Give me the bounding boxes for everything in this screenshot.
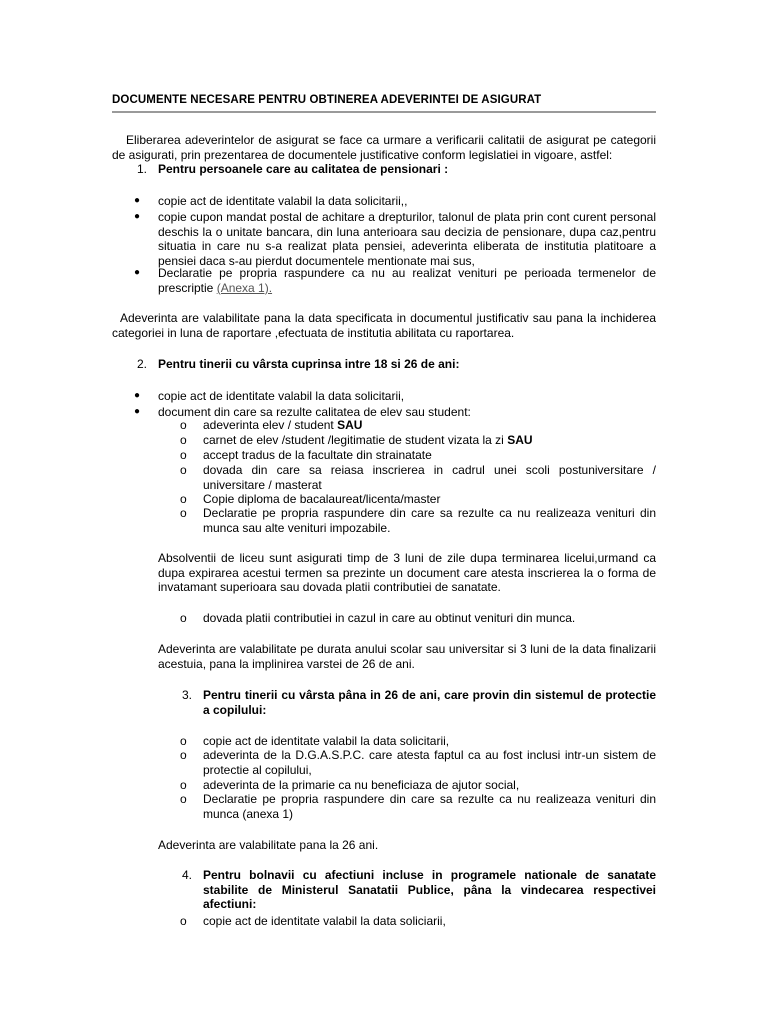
- sub-bullet: o: [180, 418, 187, 432]
- annex-link[interactable]: (Anexa 1).: [216, 280, 273, 295]
- sub-item: Declaratie pe propria raspundere din care sa rezulte ca nu realizeaza venituri din munca sau alte venituri impozabile.: [203, 506, 656, 535]
- sub-bullet: o: [180, 506, 187, 520]
- bullet: ●: [134, 267, 141, 278]
- list-item: adeverinta de la primarie ca nu beneficiaza de ajutor social,: [203, 778, 520, 792]
- sub-bullet: o: [180, 492, 187, 506]
- section-heading: Pentru persoanele care au calitatea de pensionari :: [158, 162, 449, 176]
- list-item: copie act de identitate valabil la data solicitarii,: [203, 734, 450, 748]
- bullet: ●: [134, 211, 141, 222]
- sub-item: accept tradus de la facultate din strainatate: [203, 448, 432, 462]
- graduates-paragraph: Absolventii de liceu sunt asigurati timp de 3 luni de zile dupa terminarea licelui,urmand ca dupa expirarea acestui termen sa prezinte un document care atesta inscrierea la o forma de invatamant superioara sau dovada platii contributiei de sanatate.: [158, 551, 656, 594]
- validity-note: Adeverinta are valabilitate pe durata anului scolar sau universitar si 3 luni de la data finalizarii acestuia, pana la implinirea varstei de 26 de ani.: [158, 642, 656, 671]
- sub-bullet: o: [180, 748, 187, 762]
- sub-bullet: o: [180, 611, 187, 625]
- sub-item: dovada platii contributiei in cazul in care au obtinut venituri din munca.: [203, 611, 576, 625]
- sub-bullet: o: [180, 778, 187, 792]
- list-item: copie cupon mandat postal de achitare a drepturilor, talonul de plata prin cont curent personal deschis la o unitate bancara, din luna anterioara sau decizia de pensionare, dupa caz,pentru situatia in care nu s-a realizat plata pensiei, adeverinta eliberata de institutia platitoare a pensiei daca s-au pierdut documentele mentionate mai sus,: [158, 210, 656, 268]
- sub-bullet: o: [180, 433, 187, 447]
- sub-item: carnet de elev /student /legitimatie de student vizata la zi SAU: [203, 433, 533, 447]
- sub-bullet: o: [180, 734, 187, 748]
- list-item: copie act de identitate valabil la data solicitarii,,: [158, 194, 408, 208]
- bullet: ●: [134, 390, 141, 401]
- section-heading: Pentru tinerii cu vârsta cuprinsa intre 18 si 26 de ani:: [158, 357, 460, 371]
- validity-note: Adeverinta are valabilitate pana la data specificata in documentul justificativ sau pana la inchiderea categoriei in luna de raportare ,efectuata de institutia abilitata cu raportarea.: [112, 311, 656, 340]
- sub-bullet: o: [180, 792, 187, 806]
- page-title: DOCUMENTE NECESARE PENTRU OBTINEREA ADEVERINTEI DE ASIGURAT: [112, 93, 656, 113]
- sub-item: adeverinta elev / student SAU: [203, 418, 363, 432]
- section-heading: Pentru tinerii cu vârsta pâna in 26 de ani, care provin din sistemul de protectie a copilului:: [203, 688, 656, 717]
- validity-note: Adeverinta are valabilitate pana la 26 ani.: [158, 838, 379, 852]
- list-item-text: Declaratie pe propria raspundere ca nu au realizat venituri pe perioada termenelor de prescriptie: [158, 266, 656, 295]
- list-item: Declaratie pe propria raspundere din care sa rezulte ca nu realizeaza venituri din munca (anexa 1): [203, 792, 656, 821]
- section-number: 2.: [137, 357, 148, 371]
- list-item: [158, 266, 656, 295]
- section-heading: Pentru bolnavii cu afectiuni incluse in programele nationale de sanatate stabilite de Ministerul Sanatatii Publice, pâna la vindecarea respectivei afectiuni:: [203, 868, 656, 911]
- list-item: document din care sa rezulte calitatea de elev sau student:: [158, 405, 471, 419]
- intro-paragraph: Eliberarea adeverintelor de asigurat se face ca urmare a verificarii calitatii de asigurat pe categorii de asigurati, prin prezentarea de documentele justificative conform legislatiei in vigoare, astfel:: [112, 133, 656, 162]
- sub-bullet: o: [180, 448, 187, 462]
- sub-item: Copie diploma de bacalaureat/licenta/master: [203, 492, 441, 506]
- list-item: adeverinta de la D.G.A.S.P.C. care atesta faptul ca au fost inclusi intr-un sistem de protectie al copilului,: [203, 748, 656, 777]
- sub-bullet: o: [180, 463, 187, 477]
- list-item: copie act de identitate valabil la data solicitarii,: [158, 389, 405, 403]
- bullet: ●: [134, 406, 141, 417]
- bullet: ●: [134, 195, 141, 206]
- sub-bullet: o: [180, 914, 187, 928]
- list-item: copie act de identitate valabil la data soliciarii,: [203, 914, 446, 928]
- section-number: 4.: [182, 868, 193, 882]
- section-number: 1.: [137, 162, 148, 176]
- section-number: 3.: [182, 688, 193, 702]
- sub-item: dovada din care sa reiasa inscrierea in cadrul unei scoli postuniversitare / universitare / masterat: [203, 463, 656, 492]
